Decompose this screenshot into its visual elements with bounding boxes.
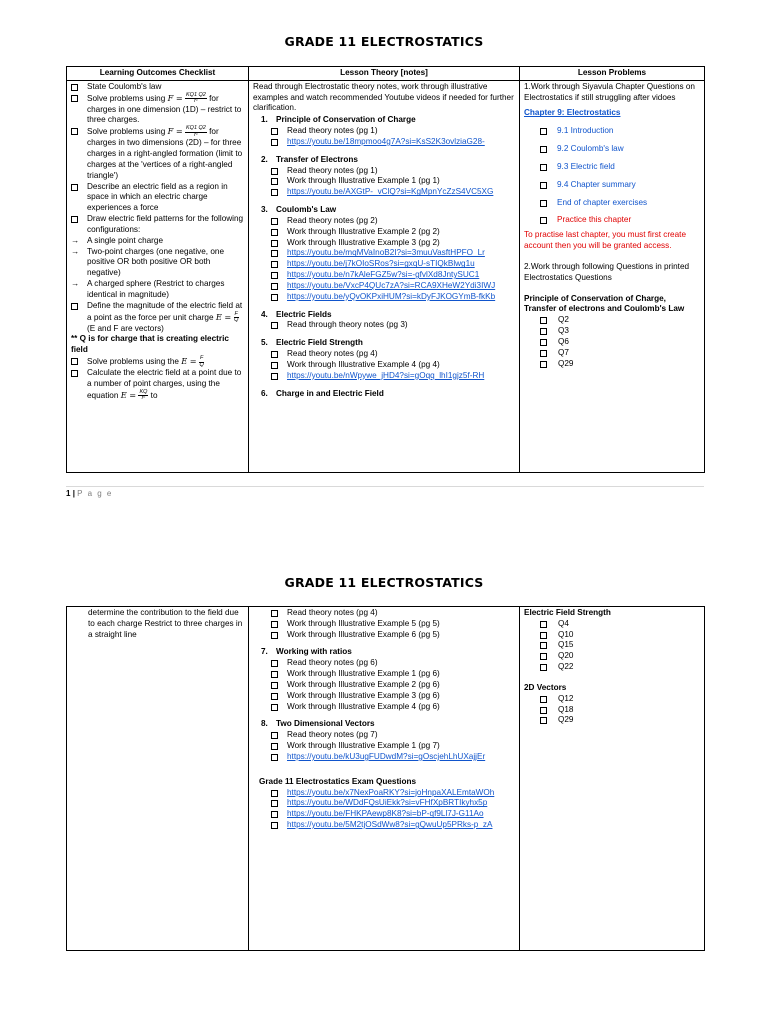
outcome-text (87, 236, 244, 247)
vectors-heading: 2D Vectors (524, 682, 567, 692)
section-title: Electric Fields (276, 309, 332, 319)
checkbox-icon[interactable] (540, 642, 547, 649)
lesson-problems-cell-2 (520, 607, 705, 951)
question-label: Q18 (558, 704, 574, 714)
theory-item (253, 292, 515, 303)
question-item (540, 326, 700, 337)
outcome-label: A single point charge (87, 235, 164, 245)
header-lesson-problems: Lesson Problems (520, 67, 705, 81)
outcome-tail: (E and F are vectors) (87, 323, 164, 333)
learning-outcomes-cell (67, 80, 249, 472)
checkbox-icon[interactable] (540, 217, 547, 224)
youtube-link[interactable]: https://youtu.be/kU3ugFUDwdM?si=gOscjehLhUXajjEr (287, 751, 486, 761)
fraction (185, 93, 207, 105)
section-number: 3. (261, 205, 268, 215)
fraction (199, 356, 204, 368)
outcome-item (71, 214, 244, 236)
theory-section-heading (253, 115, 515, 126)
theory-item (253, 238, 515, 249)
checkbox-icon[interactable] (271, 704, 278, 711)
page-title: GRADE 11 ELECTROSTATICS (284, 34, 484, 49)
checkbox-icon[interactable] (271, 139, 278, 146)
theory-item (253, 281, 515, 292)
youtube-link[interactable]: https://youtu.be/x7NexPoaRKY?si=joHnpaXALEmtaWOh (287, 787, 495, 797)
section-number: 2. (261, 154, 268, 164)
youtube-link[interactable]: https://youtu.be/yQvOKPxiHUM?si=kDyFJKOGYmB-fkKb (287, 291, 496, 301)
outcome-text (87, 368, 244, 402)
checkbox-icon[interactable] (71, 184, 78, 191)
chapter-item (524, 198, 700, 209)
youtube-link[interactable]: https://youtu.be/5M2tjOSdWw8?si=gQwuUp5PRks-p_zA (287, 820, 493, 830)
fraction (234, 312, 239, 324)
page-footer: 1 | P a g e (66, 486, 704, 500)
theory-section-heading (253, 389, 515, 400)
youtube-link[interactable]: https://youtu.be/nWpywe_jHD4?si=gOqq_lhI1gjz5f-RH (287, 370, 485, 380)
theory-item (253, 176, 515, 187)
outcome-label: Solve problems using the (87, 357, 179, 367)
equation-lhs: E = (215, 311, 232, 322)
theory-item-text: Read through theory notes (pg 3) (287, 320, 408, 330)
theory-section-heading (253, 310, 515, 321)
question-item (540, 694, 700, 705)
theory-item (253, 691, 515, 702)
theory-item (253, 608, 515, 619)
theory-item-text: Work through Illustrative Example 3 (pg 6) (287, 690, 440, 700)
checkbox-icon[interactable] (540, 707, 547, 714)
theory-item-text: Work through Illustrative Example 6 (pg 5) (287, 629, 440, 639)
checkbox-icon[interactable] (71, 128, 78, 135)
checkbox-icon[interactable] (540, 164, 547, 171)
theory-item (253, 702, 515, 713)
checkbox-icon[interactable] (271, 373, 278, 380)
outcome-item (71, 236, 244, 247)
theory-item (253, 166, 515, 177)
theory-item-text: Work through Illustrative Example 1 (pg 7) (287, 741, 440, 751)
checkbox-icon[interactable] (271, 189, 278, 196)
checkbox-icon[interactable] (71, 303, 78, 310)
theory-item-text: Read theory notes (pg 4) (287, 349, 378, 359)
lesson-theory-cell (249, 80, 520, 472)
theory-item (253, 658, 515, 669)
practise-note: To practise last chapter, you must first create account then you will be granted access. (524, 230, 686, 251)
fraction-numerator: F (199, 355, 204, 362)
question-label: Q7 (558, 347, 569, 357)
outcome-label: Calculate the electric field at a point due to a number of point charges, using the equation (87, 368, 242, 400)
question-label: Q4 (558, 618, 569, 628)
fraction-denominator: Q (234, 317, 239, 324)
outcome-label: Solve problems using (87, 93, 166, 103)
arrow-right-icon: → (71, 279, 80, 289)
equation-lhs: F = (167, 126, 183, 137)
checkbox-icon[interactable] (540, 350, 547, 357)
arrow-right-icon: → (71, 235, 80, 245)
theory-item (253, 187, 515, 198)
question-label: Q29 (558, 715, 574, 725)
outcome-text (87, 301, 244, 335)
section-title: Transfer of Electrons (276, 154, 358, 164)
checkbox-icon[interactable] (71, 216, 78, 223)
question-label: Q15 (558, 640, 574, 650)
outcome-text (87, 247, 244, 279)
youtube-link[interactable]: https://youtu.be/j7kOIoSRos?si=gxqU-sTIQkBlwg1u (287, 259, 475, 269)
checkbox-icon[interactable] (271, 682, 278, 689)
checkbox-icon[interactable] (71, 358, 78, 365)
theory-item (253, 360, 515, 371)
theory-item-text: Work through Illustrative Example 4 (pg 6) (287, 701, 440, 711)
exam-link-item (253, 820, 515, 831)
checkbox-icon[interactable] (271, 621, 278, 628)
chapter-item (524, 215, 700, 226)
outcome-text (87, 182, 244, 214)
checkbox-icon[interactable] (271, 240, 278, 247)
section-title: Working with ratios (276, 647, 352, 657)
outcome-item (71, 247, 244, 279)
outcome-label: Define the magnitude of the electric field at a point as the force per unit charge (87, 300, 243, 322)
question-item (540, 619, 700, 630)
question-label: Q12 (558, 693, 574, 703)
youtube-link[interactable]: https://youtu.be/AXGtP-_vClQ?si=KgMpnYcZzS4VC5XG (287, 187, 494, 197)
question-label: Q6 (558, 336, 569, 346)
youtube-link[interactable]: https://youtu.be/18mpmoo4g7A?si=KsS2K3ovlziaG28- (287, 136, 485, 146)
theory-item-text: Work through Illustrative Example 1 (pg 1) (287, 176, 440, 186)
problems-step-2: 2.Work through following Questions in printed Electrostatics Questions (524, 261, 690, 282)
theory-item (253, 320, 515, 331)
checkbox-icon[interactable] (540, 361, 547, 368)
chapter-item-link[interactable]: End of chapter exercises (557, 197, 648, 207)
question-item (540, 630, 700, 641)
fraction-denominator: r² (194, 98, 198, 105)
checkbox-icon[interactable] (271, 178, 278, 185)
checkbox-icon[interactable] (540, 717, 547, 724)
theory-item-text: Read theory notes (pg 1) (287, 126, 378, 136)
checkbox-icon[interactable] (271, 743, 278, 750)
theory-item-text: Work through Illustrative Example 5 (pg 5) (287, 618, 440, 628)
checkbox-icon[interactable] (271, 229, 278, 236)
header-lesson-theory: Lesson Theory [notes] (249, 67, 520, 81)
theory-item (253, 730, 515, 741)
youtube-link[interactable]: https://youtu.be/n7kAleFGZ5w?si=-gfvlXd8JntySUC1 (287, 270, 480, 280)
outcome-item (71, 93, 244, 127)
theory-item (253, 126, 515, 137)
checkbox-icon[interactable] (271, 822, 278, 829)
lesson-table-page1 (66, 66, 705, 473)
checkbox-icon[interactable] (540, 696, 547, 703)
question-item (540, 705, 700, 716)
theory-item (253, 259, 515, 270)
section-title: Two Dimensional Vectors (276, 719, 375, 729)
theory-item-text: Work through Illustrative Example 2 (pg 2) (287, 226, 440, 236)
question-label: Q20 (558, 651, 574, 661)
question-item (540, 359, 700, 370)
checkbox-icon[interactable] (271, 351, 278, 358)
theory-item-text: Read theory notes (pg 2) (287, 215, 378, 225)
theory-item-text: Read theory notes (pg 1) (287, 165, 378, 175)
equation-lhs: E = (120, 389, 137, 400)
checkbox-icon[interactable] (271, 610, 278, 617)
problems-heading: Principle of Conservation of Charge, Transfer of electrons and Coulomb's Law (524, 293, 685, 314)
outcome-text (87, 356, 244, 368)
chapter-item (524, 144, 700, 155)
outcome-item (71, 368, 244, 402)
question-item (540, 662, 700, 673)
theory-item (253, 137, 515, 148)
theory-intro: Read through Electrostatic theory notes, work through illustrative examples and watch recommended Youtube videos if needed for further clarification. (253, 81, 514, 113)
checkbox-icon[interactable] (271, 693, 278, 700)
section-number: 5. (261, 338, 268, 348)
theory-item (253, 349, 515, 360)
lesson-theory-cell-2 (249, 607, 520, 951)
question-label: Q22 (558, 662, 574, 672)
chapter-item-link[interactable]: Practice this chapter (557, 215, 632, 225)
youtube-link[interactable]: https://youtu.be/FHKPAewp8K8?si=bP-qf9Ll7J-G11Ao (287, 809, 484, 819)
chapter-item-link[interactable]: 9.2 Coulomb's law (557, 144, 624, 154)
checkbox-icon[interactable] (540, 632, 547, 639)
chapter-item-link[interactable]: 9.4 Chapter summary (557, 179, 636, 189)
theory-item (253, 752, 515, 763)
exam-questions-heading: Grade 11 Electrostatics Exam Questions (259, 776, 416, 786)
question-item (540, 315, 700, 326)
page-number: 1 (66, 489, 71, 498)
outcome-continued: determine the contribution to the field due to each charge Restrict to three charges in a straight line (88, 608, 243, 639)
theory-item-text: Work through Illustrative Example 4 (pg 4) (287, 359, 440, 369)
checkbox-icon[interactable] (540, 182, 547, 189)
outcome-label: Solve problems using (87, 127, 166, 137)
chapter-item (524, 126, 700, 137)
outcome-label: Describe an electric field as a region in space in which an electric charge experiences a force (87, 181, 228, 213)
section-title: Electric Field Strength (276, 338, 363, 348)
question-item (540, 348, 700, 359)
section-number: 4. (261, 309, 268, 319)
outcome-text (87, 279, 244, 301)
equation-lhs: F = (167, 92, 183, 103)
outcome-item (71, 279, 244, 301)
lesson-problems-cell (520, 80, 705, 472)
checkbox-icon[interactable] (540, 664, 547, 671)
theory-item (253, 630, 515, 641)
fraction-numerator: KQ1 Q2 (186, 125, 206, 132)
outcome-note: ** Q is for charge that is creating electric field (71, 334, 229, 355)
checkbox-icon[interactable] (271, 322, 278, 329)
youtube-link[interactable]: https://youtu.be/VxcP4QUc7zA?si=RCA9XHeW2Ydi3IWJ (287, 280, 496, 290)
section-title: Charge in and Electric Field (276, 388, 384, 398)
checkbox-icon[interactable] (271, 261, 278, 268)
youtube-link[interactable]: https://youtu.be/mqMVaInoB2I?si=3muuVasftHPFO_Lr (287, 248, 485, 258)
outcome-tail: for charges in two dimensions (2D) – for three charges in a right-angled formation (limit to charges at the 'vertices of a right-angled triangle') (87, 127, 243, 180)
checkbox-icon[interactable] (271, 732, 278, 739)
question-label: Q29 (558, 358, 574, 368)
theory-item (253, 680, 515, 691)
problems-intro: 1.Work through Siyavula Chapter Questions on Electrostatics if still struggling after vidoes (524, 81, 695, 102)
checkbox-icon[interactable] (71, 84, 78, 91)
exam-link-item (253, 809, 515, 820)
theory-item (253, 741, 515, 752)
theory-section-heading (253, 647, 515, 658)
checkbox-icon[interactable] (540, 146, 547, 153)
outcome-label: Draw electric field patterns for the following configurations: (87, 214, 244, 234)
theory-section-heading (253, 719, 515, 730)
checkbox-icon[interactable] (271, 632, 278, 639)
question-label: Q3 (558, 326, 569, 336)
equation-lhs: E = (181, 356, 197, 367)
chapter-item-link[interactable]: 9.3 Electric field (557, 161, 615, 171)
theory-item (253, 216, 515, 227)
outcome-text (87, 82, 244, 93)
checkbox-icon[interactable] (271, 128, 278, 135)
question-item (540, 640, 700, 651)
outcome-item (71, 82, 244, 93)
checkbox-icon[interactable] (271, 168, 278, 175)
outcome-text (87, 126, 244, 181)
question-item (540, 337, 700, 348)
fraction (138, 390, 148, 402)
section-number: 1. (261, 115, 268, 125)
theory-item (253, 248, 515, 259)
question-item (540, 715, 700, 726)
fraction (185, 126, 207, 138)
chapter-item (524, 162, 700, 173)
exam-link-item (253, 788, 515, 799)
theory-item (253, 270, 515, 281)
theory-item (253, 619, 515, 630)
youtube-link[interactable]: https://youtu.be/WDdFQsUiEkk?si=vFHfXpBRTIkyhx5p (287, 798, 488, 808)
outcome-tail: to (150, 390, 158, 400)
checkbox-icon[interactable] (271, 283, 278, 290)
checkbox-icon[interactable] (271, 294, 278, 301)
field-heading: Electric Field Strength (524, 608, 611, 617)
checkbox-icon[interactable] (271, 800, 278, 807)
checkbox-icon[interactable] (540, 317, 547, 324)
checkbox-icon[interactable] (271, 790, 278, 797)
checkbox-icon[interactable] (271, 218, 278, 225)
outcome-label: Two-point charges (one negative, one positive OR both positive OR both negative) (87, 246, 225, 278)
theory-item-text: Read theory notes (pg 6) (287, 658, 378, 668)
header-learning-outcomes: Learning Outcomes Checklist (67, 67, 249, 81)
checkbox-icon[interactable] (540, 653, 547, 660)
outcome-label: A charged sphere (Restrict to charges identical in magnitude) (87, 279, 225, 299)
theory-item-text: Work through Illustrative Example 3 (pg 2) (287, 237, 440, 247)
question-label: Q2 (558, 315, 569, 325)
section-number: 8. (261, 719, 268, 729)
section-number: 6. (261, 388, 268, 398)
theory-item (253, 669, 515, 680)
learning-outcomes-cont-cell (67, 607, 249, 951)
theory-section-heading (253, 338, 515, 349)
checkbox-icon[interactable] (540, 200, 547, 207)
checkbox-icon[interactable] (271, 754, 278, 761)
section-title: Coulomb's Law (276, 205, 337, 215)
outcome-label: State Coulomb's law (87, 81, 162, 91)
theory-item-text: Work through Illustrative Example 2 (pg 6) (287, 679, 440, 689)
checkbox-icon[interactable] (71, 370, 78, 377)
outcome-text (87, 93, 244, 127)
outcome-text (87, 214, 244, 236)
checkbox-icon[interactable] (271, 362, 278, 369)
checkbox-icon[interactable] (271, 272, 278, 279)
checkbox-icon[interactable] (271, 250, 278, 257)
checkbox-icon[interactable] (540, 328, 547, 335)
fraction-numerator: F (234, 310, 238, 317)
fraction-numerator: KQ (139, 388, 148, 395)
arrow-right-icon: → (71, 246, 80, 256)
checkbox-icon[interactable] (271, 811, 278, 818)
chapter-link[interactable]: Chapter 9: Electrostatics (524, 108, 621, 118)
checkbox-icon[interactable] (540, 128, 547, 135)
theory-item-text: Work through Illustrative Example 1 (pg 6) (287, 669, 440, 679)
lesson-table-page2 (66, 606, 705, 951)
theory-item-text: Read theory notes (pg 4) (287, 608, 378, 617)
outcome-item (71, 301, 244, 335)
question-label: Q10 (558, 629, 574, 639)
theory-item (253, 227, 515, 238)
theory-item (253, 371, 515, 382)
checkbox-icon[interactable] (540, 339, 547, 346)
section-title: Principle of Conservation of Charge (276, 115, 416, 125)
question-item (540, 651, 700, 662)
theory-section-heading (253, 205, 515, 216)
outcome-item (71, 126, 244, 181)
fraction-denominator: r² (194, 131, 198, 138)
exam-link-item (253, 798, 515, 809)
chapter-item-link[interactable]: 9.1 Introduction (557, 126, 614, 136)
fraction-numerator: KQ1 Q2 (186, 91, 206, 98)
checkbox-icon[interactable] (71, 95, 78, 102)
fraction-denominator: Q (199, 361, 204, 368)
chapter-item (524, 180, 700, 191)
fraction-denominator: r² (141, 395, 146, 402)
section-number: 7. (261, 647, 268, 657)
outcome-item (71, 356, 244, 368)
checkbox-icon[interactable] (540, 621, 547, 628)
checkbox-icon[interactable] (271, 671, 278, 678)
theory-item-text: Read theory notes (pg 7) (287, 730, 378, 740)
page-word: P a g e (77, 489, 113, 498)
checkbox-icon[interactable] (271, 660, 278, 667)
outcome-tail: for charges in one dimension (1D) – restrict to three charges. (87, 93, 242, 125)
outcome-item (71, 182, 244, 214)
theory-section-heading (253, 155, 515, 166)
page-title-2: GRADE 11 ELECTROSTATICS (284, 575, 484, 590)
